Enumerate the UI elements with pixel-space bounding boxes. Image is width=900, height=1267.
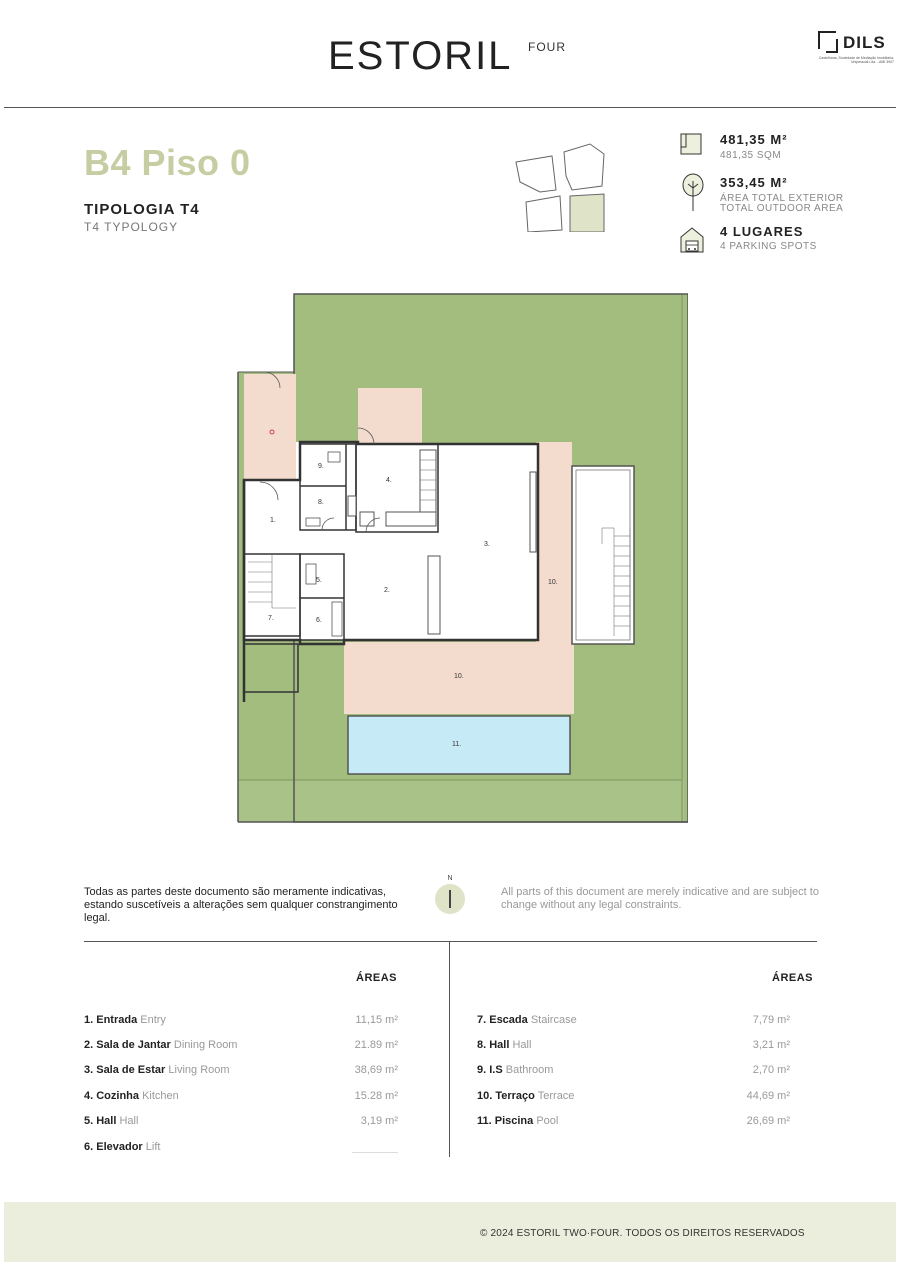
area-value: 11,15 m² bbox=[355, 1014, 398, 1026]
area-value: 7,79 m² bbox=[752, 1014, 790, 1026]
room-label-terrace-side: 10. bbox=[548, 579, 558, 586]
disclaimer-pt: Todas as partes deste documento são meramente indicativas, estando suscetíveis a alterações sem qualquer constrangimento legal. bbox=[84, 886, 398, 924]
area-value: 38,69 m² bbox=[354, 1064, 398, 1076]
site-key-plan bbox=[512, 140, 608, 232]
area-row: 3. Sala de Estar Living Room bbox=[84, 1064, 230, 1076]
brand-logo-sup: FOUR bbox=[528, 40, 566, 54]
typology-label-en: T4 TYPOLOGY bbox=[84, 220, 179, 234]
room-label-stairs: 7. bbox=[268, 615, 274, 622]
areas-column-divider bbox=[449, 941, 450, 1157]
room-label-kitchen: 4. bbox=[386, 477, 392, 484]
area-value-empty bbox=[352, 1152, 398, 1153]
typology-label: TIPOLOGIA T4 bbox=[84, 201, 200, 218]
compass-label: N bbox=[447, 875, 453, 882]
area-value: 15.28 m² bbox=[354, 1090, 398, 1102]
room-label-living: 3. bbox=[484, 541, 490, 548]
areas-divider bbox=[84, 941, 817, 942]
entry-deck bbox=[244, 374, 296, 482]
area-value: 3,21 m² bbox=[752, 1039, 790, 1051]
partner-logo: DILS bbox=[843, 33, 886, 52]
area-row: 4. Cozinha Kitchen bbox=[84, 1090, 179, 1102]
area-row: 8. Hall Hall bbox=[477, 1039, 532, 1051]
stat-parking: 4 LUGARES bbox=[720, 224, 804, 239]
garage-icon bbox=[680, 227, 704, 253]
area-value: 44,69 m² bbox=[746, 1090, 790, 1102]
tree-icon bbox=[681, 173, 705, 213]
stat-outdoor-area-sub-en: TOTAL OUTDOOR AREA bbox=[720, 203, 844, 214]
area-row: 9. I.S Bathroom bbox=[477, 1064, 554, 1076]
room-label-pool: 11. bbox=[452, 741, 462, 748]
page-title: B4 Piso 0 bbox=[84, 142, 251, 183]
room-label-hall-5: 5. bbox=[316, 577, 322, 584]
area-row: 1. Entrada Entry bbox=[84, 1014, 166, 1026]
areas-heading-left: ÁREAS bbox=[356, 972, 398, 984]
area-value: 2,70 m² bbox=[752, 1064, 790, 1076]
room-label-entry: 1. bbox=[270, 517, 276, 524]
floor-area-icon bbox=[680, 133, 702, 155]
area-value: 21.89 m² bbox=[354, 1039, 398, 1051]
area-row: 5. Hall Hall bbox=[84, 1115, 139, 1127]
compass-icon bbox=[435, 884, 465, 914]
room-label-bathroom: 9. bbox=[318, 463, 324, 470]
room-label-lift: 6. bbox=[316, 617, 322, 624]
stat-floor-area: 481,35 M² bbox=[720, 132, 788, 147]
footer-copyright: © 2024 ESTORIL TWO·FOUR. TODOS OS DIREITOS RESERVADOS bbox=[480, 1228, 805, 1239]
room-label-hall-8: 8. bbox=[318, 499, 324, 506]
stat-floor-area-sub: 481,35 SQM bbox=[720, 150, 782, 161]
room-label-terrace: 10. bbox=[454, 673, 464, 680]
stat-outdoor-area-sub: ÁREA TOTAL EXTERIOR bbox=[720, 193, 844, 204]
areas-heading-right: ÁREAS bbox=[772, 972, 814, 984]
partner-legal: Castelhana, Sociedade de Mediação Imobiliária, Unipessoal Lda. - AMI 3907 bbox=[818, 56, 894, 64]
header-divider bbox=[4, 107, 896, 108]
area-row: 10. Terraço Terrace bbox=[477, 1090, 575, 1102]
room-label-dining: 2. bbox=[384, 587, 390, 594]
area-row: 6. Elevador Lift bbox=[84, 1141, 161, 1153]
dils-logo-icon-part bbox=[826, 39, 838, 53]
disclaimer-en: All parts of this document are merely indicative and are subject to change without any legal constraints. bbox=[501, 886, 819, 911]
area-value: 26,69 m² bbox=[746, 1115, 790, 1127]
stat-outdoor-area: 353,45 M² bbox=[720, 175, 788, 190]
area-row: 11. Piscina Pool bbox=[477, 1115, 559, 1127]
brand-logo: ESTORIL bbox=[328, 34, 513, 78]
area-value: 3,19 m² bbox=[360, 1115, 398, 1127]
area-row: 2. Sala de Jantar Dining Room bbox=[84, 1039, 238, 1051]
floor-plan bbox=[236, 292, 688, 824]
stat-parking-sub: 4 PARKING SPOTS bbox=[720, 241, 817, 252]
area-row: 7. Escada Staircase bbox=[477, 1014, 577, 1026]
